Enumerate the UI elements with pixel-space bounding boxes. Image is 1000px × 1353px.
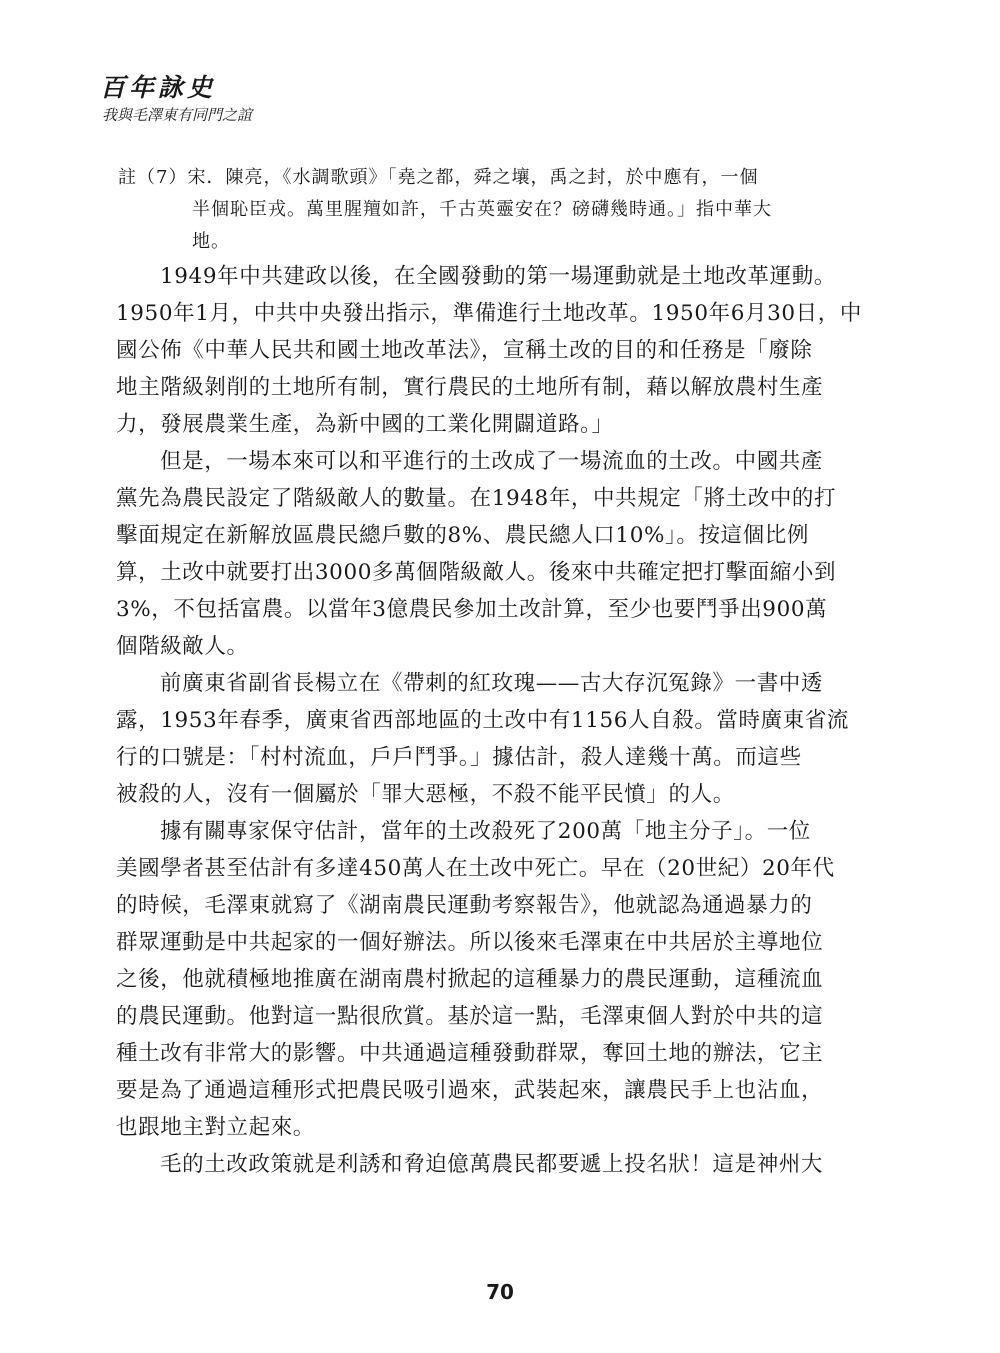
paragraph-4-line: 也跟地主對立起來。	[116, 1115, 315, 1140]
paragraph-1-line: 地主階級剝削的土地所有制，實行農民的土地所有制，藉以解放農村生產	[116, 375, 824, 400]
footnote-line: 地。	[192, 231, 230, 252]
paragraph-2-line: 算，土改中就要打出3000多萬個階級敵人。後來中共確定把打擊面縮小到	[116, 560, 837, 585]
footnote-line: 註（7）宋．陳亮，《水調歌頭》「堯之都，舜之壤，禹之封，於中應有，一個	[118, 167, 759, 188]
paragraph-4-line: 的農民運動。他對這一點很欣賞。基於這一點，毛澤東個人對於中共的這	[116, 1004, 824, 1029]
paragraph-3-line: 被殺的人，沒有一個屬於「罪大惡極，不殺不能平民憤」的人。	[116, 782, 735, 807]
paragraph-1-line: 國公佈《中華人民共和國土地改革法》，宣稱土改的目的和任務是「廢除	[116, 338, 813, 363]
body-text	[116, 258, 862, 1183]
running-header	[100, 72, 252, 126]
paragraph-3-line: 前廣東省副省長楊立在《帶刺的紅玫瑰——古大存沉冤錄》一書中透	[160, 671, 824, 696]
paragraph-2-line: 但是，一場本來可以和平進行的土改成了一場流血的土改。中國共產	[160, 449, 824, 474]
paragraph-5-line: 毛的土改政策就是利誘和脅迫億萬農民都要遞上投名狀！這是神州大	[160, 1152, 824, 1177]
footnote-line: 半個恥臣戎。萬里腥羶如許，千古英靈安在？磅礴幾時通。」指中華大	[192, 199, 772, 220]
paragraph-3-line: 露，1953年春季，廣東省西部地區的土改中有1156人自殺。當時廣東省流	[116, 708, 850, 733]
paragraph-4-line: 群眾運動是中共起家的一個好辦法。所以後來毛澤東在中共居於主導地位	[116, 930, 824, 955]
paragraph-2-line: 黨先為農民設定了階級敵人的數量。在1948年，中共規定「將土改中的打	[116, 486, 837, 511]
paragraph-2-line: 擊面規定在新解放區農民總戶數的8%、農民總人口10%」。按這個比例	[116, 523, 809, 548]
book-subtitle: 我與毛澤東有同門之誼	[102, 106, 253, 124]
paragraph-3-line: 行的口號是：「村村流血，戶戶鬥爭。」據估計，殺人達幾十萬。而這些	[116, 745, 802, 770]
paragraph-4-line: 美國學者甚至估計有多達450萬人在土改中死亡。早在（20世紀）20年代	[116, 856, 835, 881]
paragraph-1-line: 1949年中共建政以後，在全國發動的第一場運動就是土地改革運動。	[160, 264, 836, 289]
paragraph-4-line: 之後，他就積極地推廣在湖南農村掀起的這種暴力的農民運動，這種流血	[116, 967, 824, 992]
footnote-block	[118, 162, 858, 258]
paragraph-2-line: 3%，不包括富農。以當年3億農民參加土改計算，至少也要鬥爭出900萬	[116, 597, 828, 622]
paragraph-4-line: 據有關專家保守估計，當年的土改殺死了200萬「地主分子」。一位	[160, 819, 811, 844]
paragraph-4-line: 要是為了通過這種形式把農民吸引過來，武裝起來，讓農民手上也沾血，	[116, 1078, 824, 1103]
book-title: 百年詠史	[100, 73, 217, 102]
paragraph-4-line: 種土改有非常大的影響。中共通過這種發動群眾，奪回土地的辦法，它主	[116, 1041, 824, 1066]
paragraph-2-line: 個階級敵人。	[116, 634, 249, 659]
page-number: 70	[486, 1280, 514, 1304]
paragraph-1-line: 1950年1月，中共中央發出指示，準備進行土地改革。1950年6月30日，中	[116, 301, 862, 326]
paragraph-4-line: 的時候，毛澤東就寫了《湖南農民運動考察報告》，他就認為通過暴力的	[116, 893, 813, 918]
paragraph-1-line: 力，發展農業生產，為新中國的工業化開闢道路。」	[116, 412, 614, 437]
